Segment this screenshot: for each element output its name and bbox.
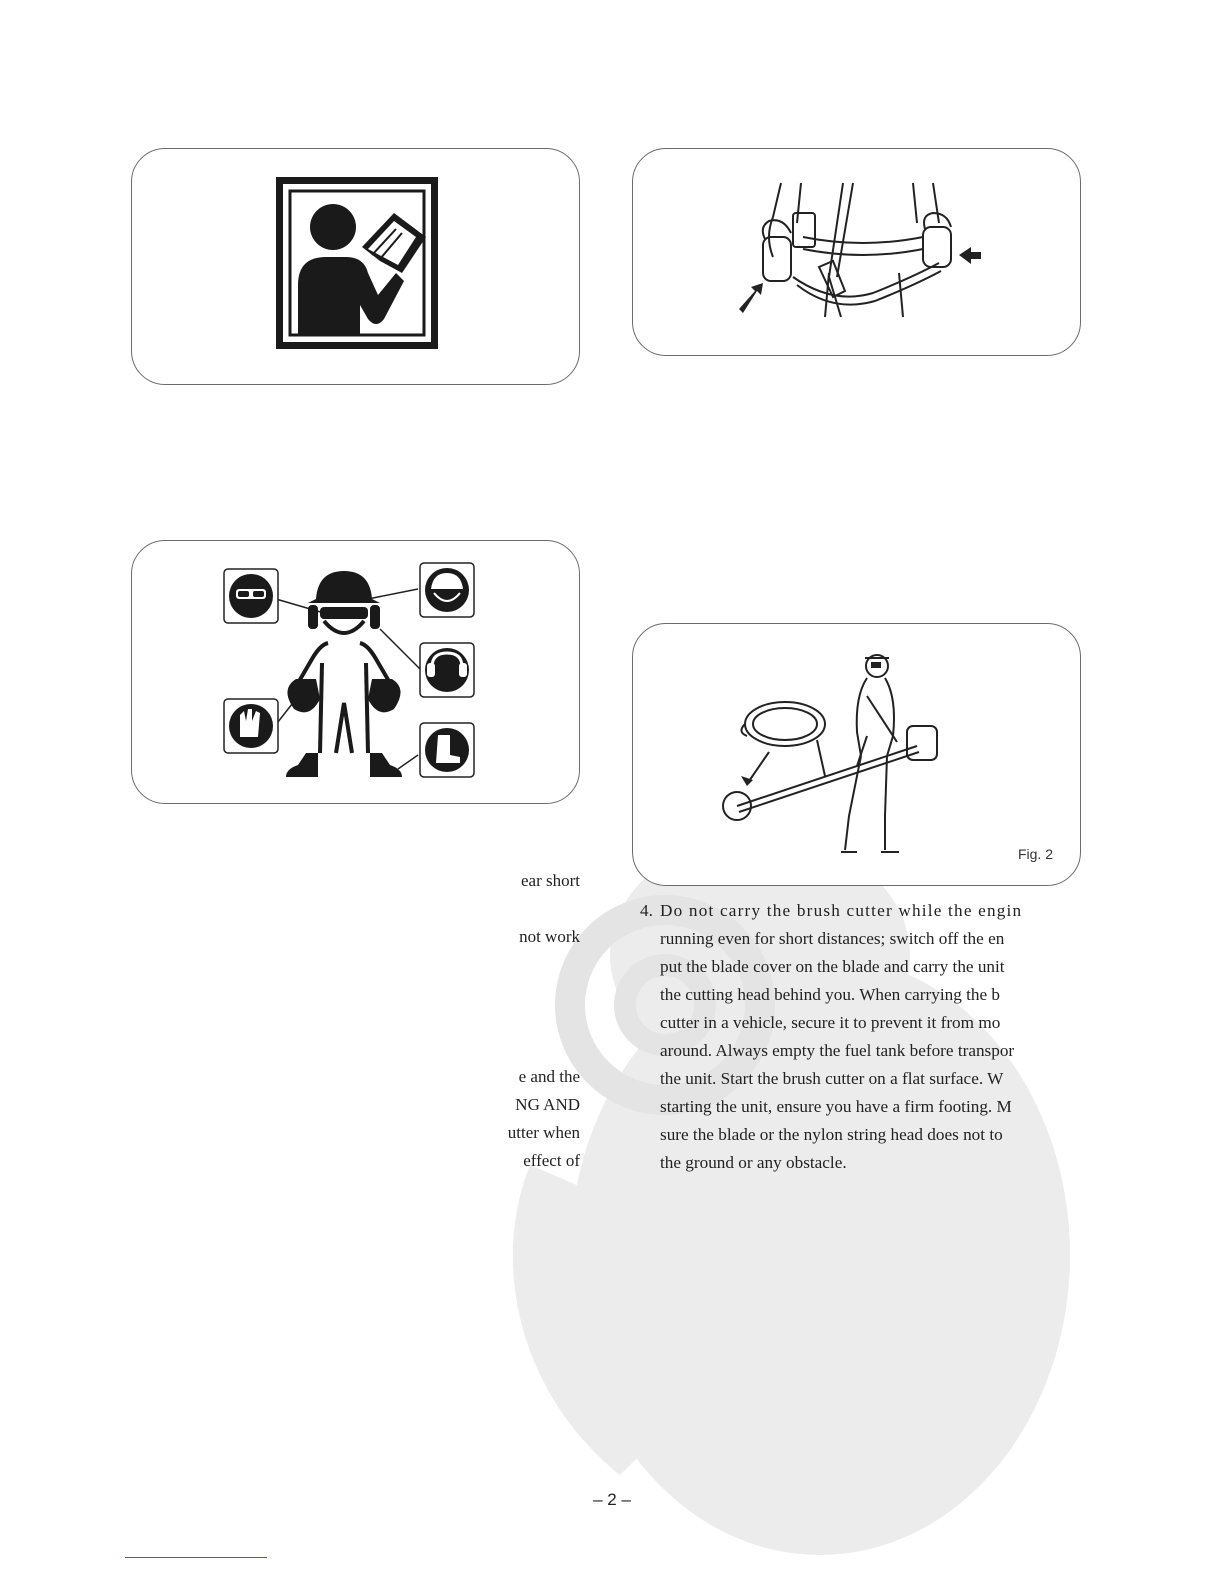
item-4-number: 4. (640, 901, 653, 920)
item-4-text (660, 897, 1056, 1177)
hard-hat-icon (420, 563, 474, 617)
ear-protection-icon (420, 643, 474, 697)
two-hands-grip-illustration (733, 177, 993, 322)
left-fragment: not work (519, 927, 580, 946)
fig2-label: Fig. 2 (1017, 846, 1053, 862)
page-number: – 2 – (593, 1490, 631, 1509)
item-4-line: Do not carry the brush cutter while the engin (660, 901, 1023, 920)
left-fragment: ear short (520, 871, 580, 890)
carrying-illustration (717, 636, 957, 864)
read-manual-icon (276, 177, 438, 349)
left-fragment: e and the (518, 1067, 580, 1086)
item-4-line: the unit. Start the brush cutter on a flat surface. W (660, 1069, 1004, 1088)
item-4-line: the cutting head behind you. When carrying the b (660, 985, 1000, 1004)
eye-protection-icon (224, 569, 278, 623)
item-4-line: the ground or any obstacle. (660, 1153, 847, 1172)
item-4-line: around. Always empty the fuel tank before transpor (660, 1041, 1015, 1060)
safety-boots-icon (420, 723, 474, 777)
left-fragment: effect of (523, 1151, 580, 1170)
item-4-line: put the blade cover on the blade and carry the unit (660, 957, 1005, 976)
protective-equipment-illustration (220, 559, 480, 781)
item-4-line: sure the blade or the nylon string head does not to (660, 1125, 1003, 1144)
read-manual-panel (131, 148, 580, 385)
item-4-line: running even for short distances; switch off the en (660, 929, 1005, 948)
item-4-line: starting the unit, ensure you have a firm footing. M (660, 1097, 1012, 1116)
left-fragment: NG AND (515, 1095, 580, 1114)
item-4-line: cutter in a vehicle, secure it to prevent it from mo (660, 1013, 1001, 1032)
protective-equipment-panel (131, 540, 580, 804)
gloves-icon (224, 699, 278, 753)
two-hands-grip-panel (632, 148, 1081, 356)
fig2-panel (632, 623, 1081, 886)
left-fragment: utter when (507, 1123, 580, 1142)
footer-rule (125, 1557, 267, 1558)
